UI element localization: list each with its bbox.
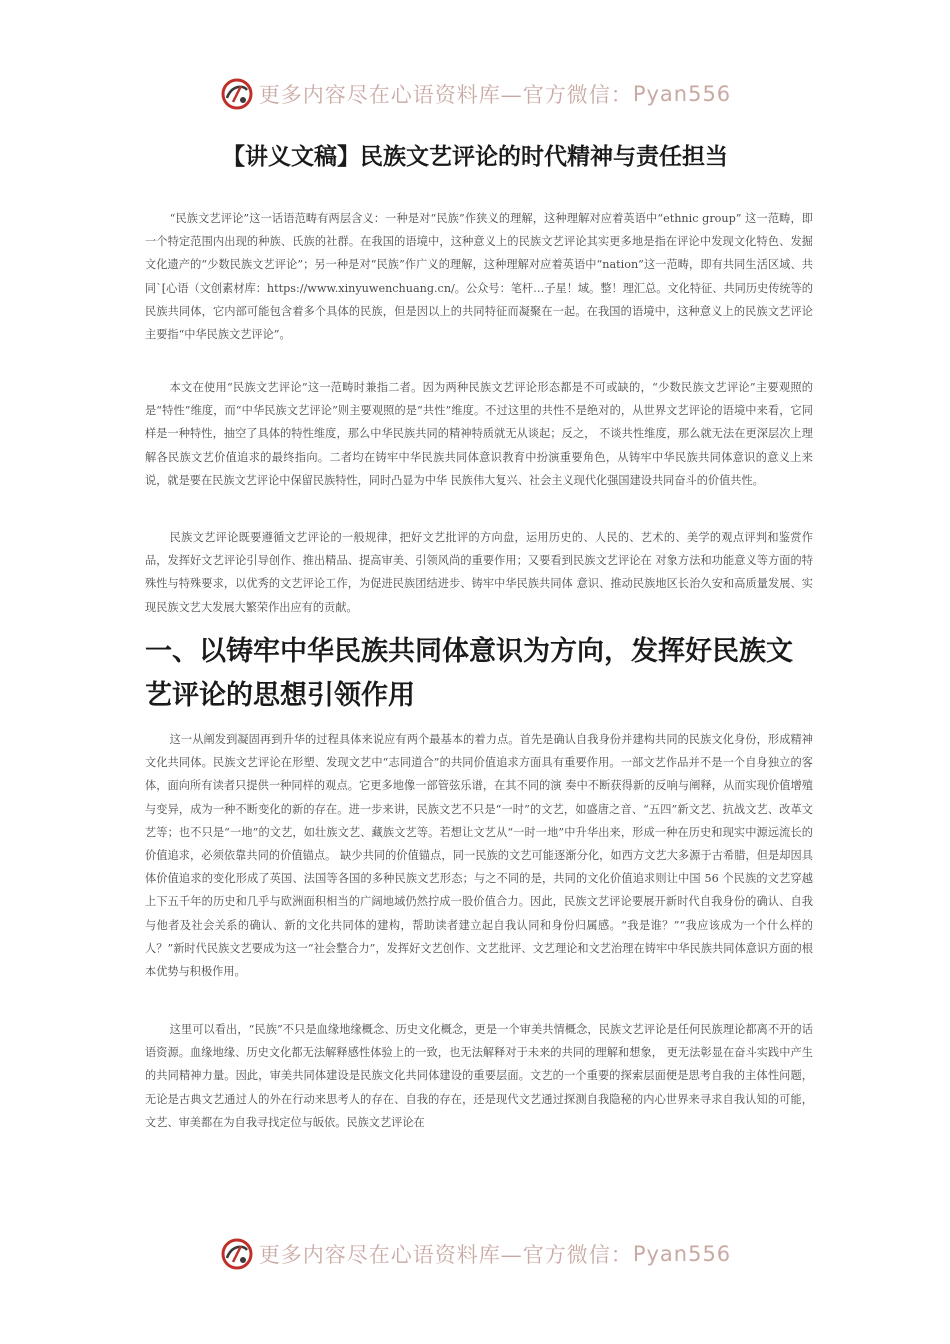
paragraph-1: “民族文艺评论”这一话语范畴有两层含义：一种是对“民族”作狭义的理解，这种理解对应着英语中“ethnic group” 这一范畴，即一个特定范围内出现的种族、氏族的社群。在我国的语境中，这种意义上的民族文艺评论其实更多地是指在评论中发现文化特色、发掘文化遗产的“少数民族文艺评论”；另一种是对“民族”作广义的理解，这种理解对应着英语中“nation”这一范畴，即有共同生活区域、共同`[心语（文创素材库：https://www.xinyuwenchuang.cn/。公众号：笔杆…子星！域。整！理汇总。文化特征、共同历史传统等的民族共同体，它内部可能包含着多个具体的民族，但是因以上的共同特征而凝聚在一起。在我国的语境中，这种意义上的民族文艺评论主要指“中华民族文艺评论”。 bbox=[145, 212, 813, 342]
section-paragraph-1: 这一从阐发到凝固再到升华的过程具体来说应有两个最基本的着力点。首先是确认自我身份并建构共同的民族文化身份，形成精神文化共同体。民族文艺评论在形塑、发现文艺中“志同道合”的共同价值追求方面具有重要作用。一部文艺作品并不是一个自身独立的客体，面向所有读者只提供一种同样的观点。它更多地像一部管弦乐谱，在其不同的演 奏中不断获得新的反响与阐释，从而实现价值增殖与变异，成为一种不断变化的新的存在。进一步来讲，民族文艺不只是“一时”的文艺，如盛唐之音、“五四”新文艺、抗战文艺、改革文艺等；也不只是“一地”的文艺，如壮族文艺、藏族文艺等。若想让文艺从“一时一地”中升华出来，形成一种在历史和现实中源远流长的价值追求，必须依靠共同的价值锚点。 缺少共同的价值锚点，同一民族的文艺可能逐渐分化，如西方文艺大多源于古希腊，但是却因具体价值追求的变化形成了英国、法国等各国的多种民族文艺形态；与之不同的是，共同的文化价值追求则让中国 56 个民族的文艺穿越上下五千年的历史和几乎与欧洲面积相当的广阔地域仍然拧成一股价值合力。因此，民族文艺评论要展开新时代自我身份的确认、自我与他者及社会关系的确认、新的文化共同体的建构，帮助读者建立起自我认同和身份归属感。“我是谁？”“我应该成为一个什么样的人？”新时代民族文艺要成为这一“社会整合力”，发挥好文艺创作、文艺批评、文艺理论和文艺治理在铸牢中华民族共同体意识方面的根本优势与积极作用。 bbox=[145, 733, 813, 979]
paragraph-2: 本文在使用“民族文艺评论”这一范畴时兼指二者。因为两种民族文艺评论形态都是不可或缺的，“少数民族文艺评论”主要观照的是“特性”维度，而“中华民族文艺评论”则主要观照的是“共性”维度。不过这里的共性不是绝对的，从世界文艺评论的语境中来看，它同样是一种特性，抽空了具体的特性维度，那么中华民族共同的精神特质就无从谈起；反之， 不谈共性维度，那么就无法在更深层次上理解各民族文艺价值追求的最终指向。二者均在铸牢中华民族共同体意识教育中扮演重要角色，从铸牢中华民族共同体意识的意义上来说，就是要在民族文艺评论中保留民族特性，同时凸显为中华 民族伟大复兴、社会主义现代化强国建设共同奋斗的价值共性。 bbox=[145, 381, 813, 487]
footer-watermark-banner bbox=[0, 1232, 950, 1276]
banner-wechat-id: Pyan556 bbox=[632, 82, 732, 106]
paragraph-3: 民族文艺评论既要遵循文艺评论的一般规律，把好文艺批评的方向盘，运用历史的、人民的、艺术的、美学的观点评判和鉴赏作品，发挥好文艺评论引导创作、推出精品、提高审美、引领风尚的重要作用；又要看到民族文艺评论在 对象方法和功能意义等方面的特殊性与特殊要求，以优秀的文艺评论工作，为促进民族团结进步、铸牢中华民族共同体 意识、推动民族地区长治久安和高质量发展、实现民族文艺大发展大繁荣作出应有的贡献。 bbox=[145, 531, 813, 614]
brand-logo-icon bbox=[219, 76, 255, 112]
section-heading-1: 一、以铸牢中华民族共同体意识为方向，发挥好民族文艺评论的思想引领作用 bbox=[145, 636, 793, 711]
header-watermark-banner bbox=[0, 72, 950, 116]
banner-text: 更多内容尽在心语资料库—官方微信： bbox=[258, 1243, 633, 1267]
banner-text: 更多内容尽在心语资料库—官方微信： bbox=[258, 83, 633, 107]
brand-logo-icon bbox=[219, 1236, 255, 1272]
section-paragraph-2: 这里可以看出，“民族”不只是血缘地缘概念、历史文化概念，更是一个审美共情概念，民族文艺评论是任何民族理论都离不开的话语资源。血缘地缘、历史文化都无法解释感性体验上的一致，也无法解释对于未来的共同的理解和想象， 更无法彰显在奋斗实践中产生的共同精神力量。因此，审美共同体建设是民族文化共同体建设的重要层面。文艺的一个重要的探索层面便是思考自我的主体性问题，无论是古典文艺通过人的外在行动来思考人的存在、自我的存在，还是现代文艺通过探测自我隐秘的内心世界来寻求自我认知的可能，文艺、审美都在为自我寻找定位与皈依。民族文艺评论在 bbox=[145, 1023, 813, 1129]
banner-wechat-id: Pyan556 bbox=[632, 1242, 732, 1266]
document-title: 【讲义文稿】民族文艺评论的时代精神与责任担当 bbox=[222, 144, 728, 170]
